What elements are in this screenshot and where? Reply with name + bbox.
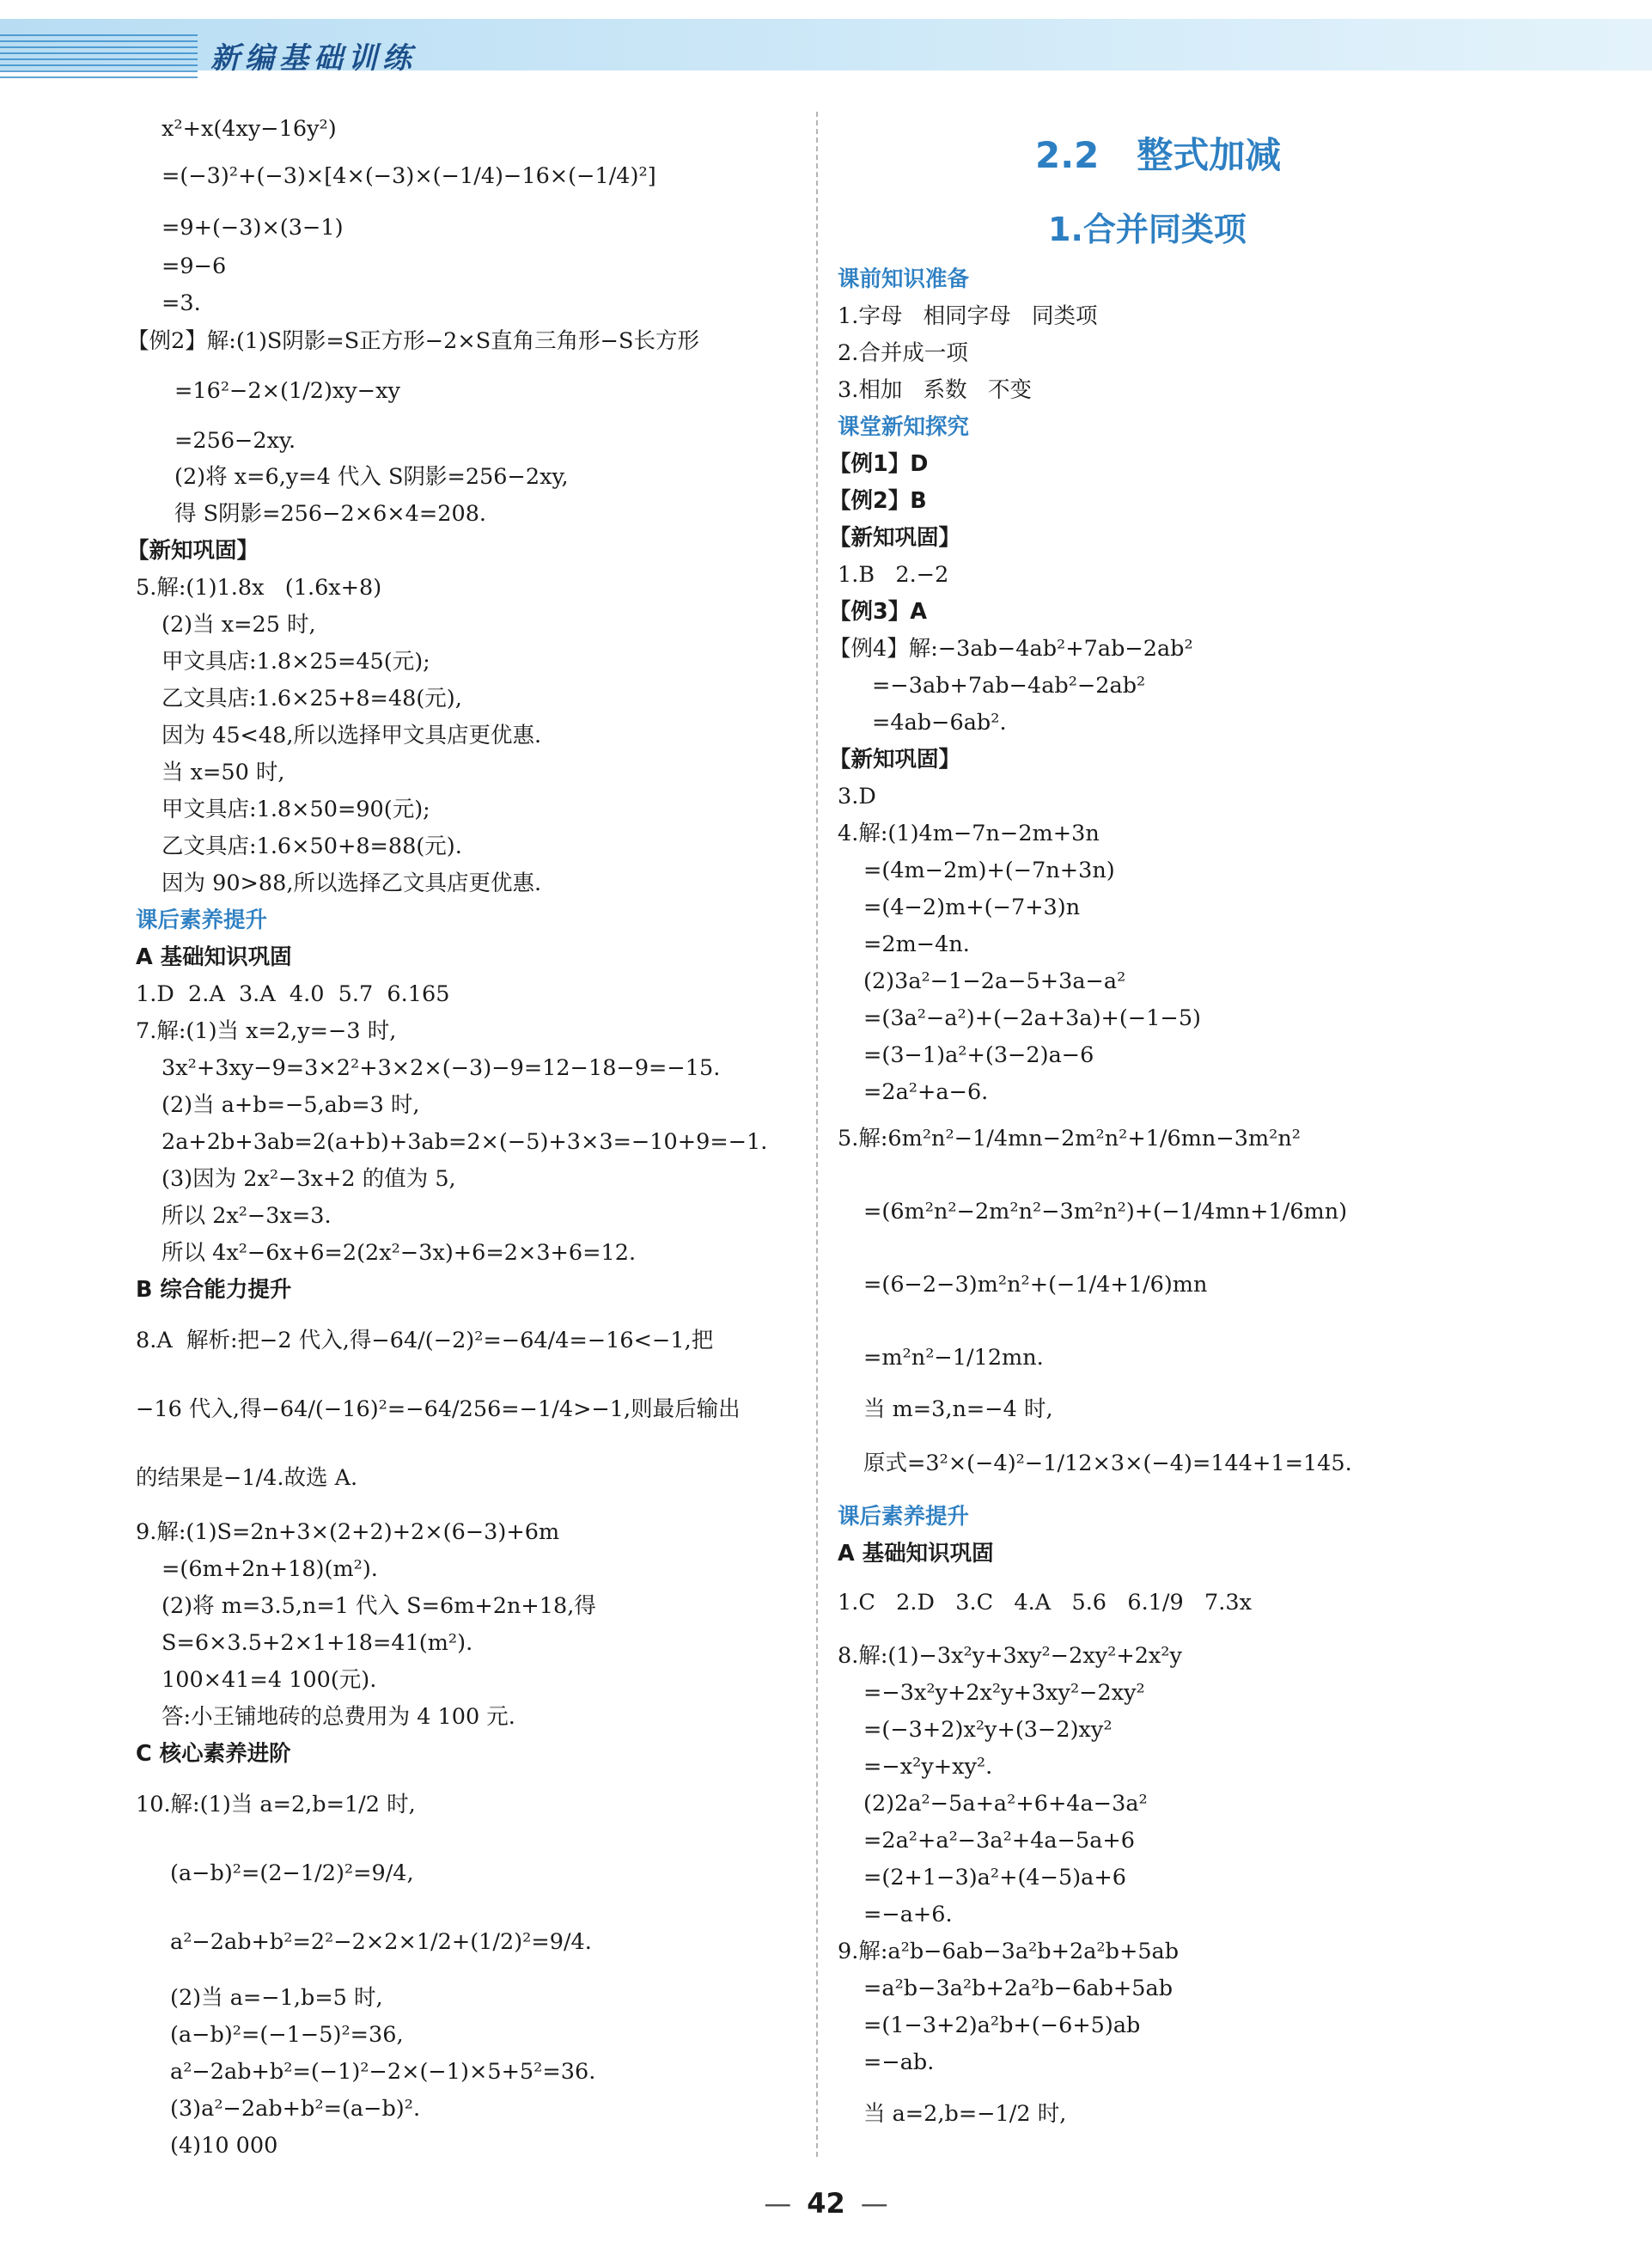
right-line: =4ab−6ab². <box>872 710 1007 736</box>
left-line: =3. <box>162 290 201 316</box>
left-line: 因为 45<48,所以选择甲文具店更优惠. <box>162 723 542 748</box>
left-line: (2)当 x=25 时, <box>162 612 316 638</box>
right-line: (2)3a²−1−2a−5+3a−a² <box>863 968 1126 994</box>
left-line: 1.D 2.A 3.A 4.0 5.7 6.165 <box>136 981 450 1007</box>
page-number-area <box>0 2187 1652 2220</box>
left-line: (2)将 x=6,y=4 代入 S阴影=256−2xy, <box>174 464 569 490</box>
left-line: =9+(−3)×(3−1) <box>162 215 344 241</box>
right-line: =2a²+a−6. <box>863 1079 989 1105</box>
left-line: 因为 90>88,所以选择乙文具店更优惠. <box>162 870 542 896</box>
right-line: =(4m−2m)+(−7n+3n) <box>863 858 1115 883</box>
right-line: =(4−2)m+(−7+3)n <box>863 895 1081 920</box>
right-line: 当 m=3,n=−4 时, <box>863 1396 1053 1422</box>
left-line: =9−6 <box>162 253 227 279</box>
right-line: =(−3+2)x²y+(3−2)xy² <box>863 1717 1113 1743</box>
right-line: 【例2】B <box>829 488 927 514</box>
left-line: =256−2xy. <box>174 428 296 454</box>
right-line: 【例3】A <box>829 599 927 625</box>
right-line: =−3ab+7ab−4ab²−2ab² <box>872 673 1146 699</box>
right-line: A 基础知识巩固 <box>838 1541 994 1567</box>
left-line: =16²−2×(1/2)xy−xy <box>174 378 400 404</box>
right-line: 【例4】解:−3ab−4ab²+7ab−2ab² <box>829 636 1193 662</box>
left-line: −16 代入,得−64/(−16)²=−64/256=−1/4>−1,则最后输出 <box>136 1396 741 1422</box>
left-line: S=6×3.5+2×1+18=41(m²). <box>162 1630 473 1656</box>
right-line: 3.相加 系数 不变 <box>838 377 1032 403</box>
right-line: 8.解:(1)−3x²y+3xy²−2xy²+2x²y <box>838 1643 1182 1669</box>
right-line: 9.解:a²b−6ab−3a²b+2a²b+5ab <box>838 1939 1180 1964</box>
page-number-dash-right: — <box>860 2187 888 2220</box>
left-line: 9.解:(1)S=2n+3×(2+2)+2×(6−3)+6m <box>136 1519 560 1545</box>
column-divider <box>816 112 818 2157</box>
right-line: =m²n²−1/12mn. <box>863 1345 1044 1371</box>
right-line: 1.C 2.D 3.C 4.A 5.6 6.1/9 7.3x <box>838 1590 1252 1616</box>
right-line: =−3x²y+2x²y+3xy²−2xy² <box>863 1680 1145 1706</box>
header-title: 新编基础训练 <box>210 41 417 76</box>
left-line: 【例2】解:(1)S阴影=S正方形−2×S直角三角形−S长方形 <box>127 328 700 354</box>
left-line: (a−b)²=(−1−5)²=36, <box>170 2022 404 2048</box>
left-line: A 基础知识巩固 <box>136 944 292 970</box>
right-line: 课前知识准备 <box>838 266 970 292</box>
right-line: =(1−3+2)a²b+(−6+5)ab <box>863 2013 1141 2038</box>
right-line: 1.B 2.−2 <box>838 562 949 588</box>
subsection-title: 1.合并同类项 <box>1048 211 1247 248</box>
left-line: 答:小王铺地砖的总费用为 4 100 元. <box>162 1704 515 1730</box>
right-line: 课后素养提升 <box>838 1504 970 1530</box>
page-header <box>0 0 1652 82</box>
left-line: B 综合能力提升 <box>136 1277 292 1303</box>
left-line: (3)a²−2ab+b²=(a−b)². <box>170 2096 421 2122</box>
right-line: =−a+6. <box>863 1902 953 1927</box>
right-line: 1.字母 相同字母 同类项 <box>838 303 1098 329</box>
right-line: =(2+1−3)a²+(4−5)a+6 <box>863 1865 1126 1890</box>
left-line: 课后素养提升 <box>136 907 268 933</box>
right-line: 【例1】D <box>829 451 929 477</box>
right-line: 3.D <box>838 784 876 809</box>
left-line: 甲文具店:1.8×50=90(元); <box>162 797 430 822</box>
left-line: 所以 4x²−6x+6=2(2x²−3x)+6=2×3+6=12. <box>162 1240 637 1266</box>
right-line: =(6m²n²−2m²n²−3m²n²)+(−1/4mn+1/6mn) <box>863 1199 1348 1225</box>
left-line: 2a+2b+3ab=2(a+b)+3ab=2×(−5)+3×3=−10+9=−1. <box>162 1129 768 1155</box>
left-line: 【新知巩固】 <box>127 538 259 564</box>
left-line: =(6m+2n+18)(m²). <box>162 1556 378 1582</box>
left-line: 当 x=50 时, <box>162 760 285 785</box>
left-line: 甲文具店:1.8×25=45(元); <box>162 649 430 675</box>
left-line: (a−b)²=(2−1/2)²=9/4, <box>170 1860 414 1886</box>
left-line: 的结果是−1/4.故选 A. <box>136 1465 358 1491</box>
page-number: 42 <box>807 2187 845 2220</box>
left-line: 100×41=4 100(元). <box>162 1667 377 1693</box>
right-line: =2a²+a²−3a²+4a−5a+6 <box>863 1828 1135 1854</box>
right-line: 课堂新知探究 <box>838 414 970 440</box>
left-line: (2)当 a=−1,b=5 时, <box>170 1985 383 2011</box>
left-line: 乙文具店:1.6×25+8=48(元), <box>162 686 462 712</box>
right-line: 4.解:(1)4m−7n−2m+3n <box>838 821 1100 846</box>
left-line: a²−2ab+b²=2²−2×2×1/2+(1/2)²=9/4. <box>170 1929 592 1955</box>
right-line: =(3−1)a²+(3−2)a−6 <box>863 1042 1094 1068</box>
left-line: 8.A 解析:把−2 代入,得−64/(−2)²=−64/4=−16<−1,把 <box>136 1328 714 1353</box>
right-line: 【新知巩固】 <box>829 525 961 551</box>
right-line: =−ab. <box>863 2049 935 2075</box>
left-line: 7.解:(1)当 x=2,y=−3 时, <box>136 1018 397 1044</box>
right-line: 5.解:6m²n²−1/4mn−2m²n²+1/6mn−3m²n² <box>838 1126 1301 1151</box>
page-number-dash-left: — <box>764 2187 792 2220</box>
right-line: (2)2a²−5a+a²+6+4a−3a² <box>863 1791 1148 1817</box>
left-line: a²−2ab+b²=(−1)²−2×(−1)×5+5²=36. <box>170 2059 596 2085</box>
left-line: 3x²+3xy−9=3×2²+3×2×(−3)−9=12−18−9=−15. <box>162 1055 721 1081</box>
header-stripes <box>0 34 198 79</box>
right-line: =−x²y+xy². <box>863 1754 993 1780</box>
left-line: (4)10 000 <box>170 2133 278 2159</box>
right-line: =(3a²−a²)+(−2a+3a)+(−1−5) <box>863 1005 1201 1031</box>
left-line: (2)当 a+b=−5,ab=3 时, <box>162 1092 420 1118</box>
left-line: 所以 2x²−3x=3. <box>162 1203 332 1229</box>
left-line: (3)因为 2x²−3x+2 的值为 5, <box>162 1166 456 1192</box>
right-line: =2m−4n. <box>863 931 970 957</box>
right-line: 2.合并成一项 <box>838 340 968 366</box>
left-line: x²+x(4xy−16y²) <box>162 116 337 142</box>
right-line: 原式=3²×(−4)²−1/12×3×(−4)=144+1=145. <box>863 1451 1352 1476</box>
section-title: 2.2 整式加减 <box>1035 134 1282 176</box>
right-line: 当 a=2,b=−1/2 时, <box>863 2101 1067 2127</box>
right-line: =a²b−3a²b+2a²b−6ab+5ab <box>863 1976 1173 2001</box>
left-line: 5.解:(1)1.8x (1.6x+8) <box>136 575 382 601</box>
left-line: 10.解:(1)当 a=2,b=1/2 时, <box>136 1792 416 1817</box>
left-line: 得 S阴影=256−2×6×4=208. <box>174 501 487 527</box>
left-line: C 核心素养进阶 <box>136 1741 291 1767</box>
right-line: =(6−2−3)m²n²+(−1/4+1/6)mn <box>863 1272 1208 1298</box>
left-line: 乙文具店:1.6×50+8=88(元). <box>162 834 462 859</box>
left-line: (2)将 m=3.5,n=1 代入 S=6m+2n+18,得 <box>162 1593 596 1619</box>
right-line: 【新知巩固】 <box>829 747 961 773</box>
left-line: =(−3)²+(−3)×[4×(−3)×(−1/4)−16×(−1/4)²] <box>162 163 656 189</box>
